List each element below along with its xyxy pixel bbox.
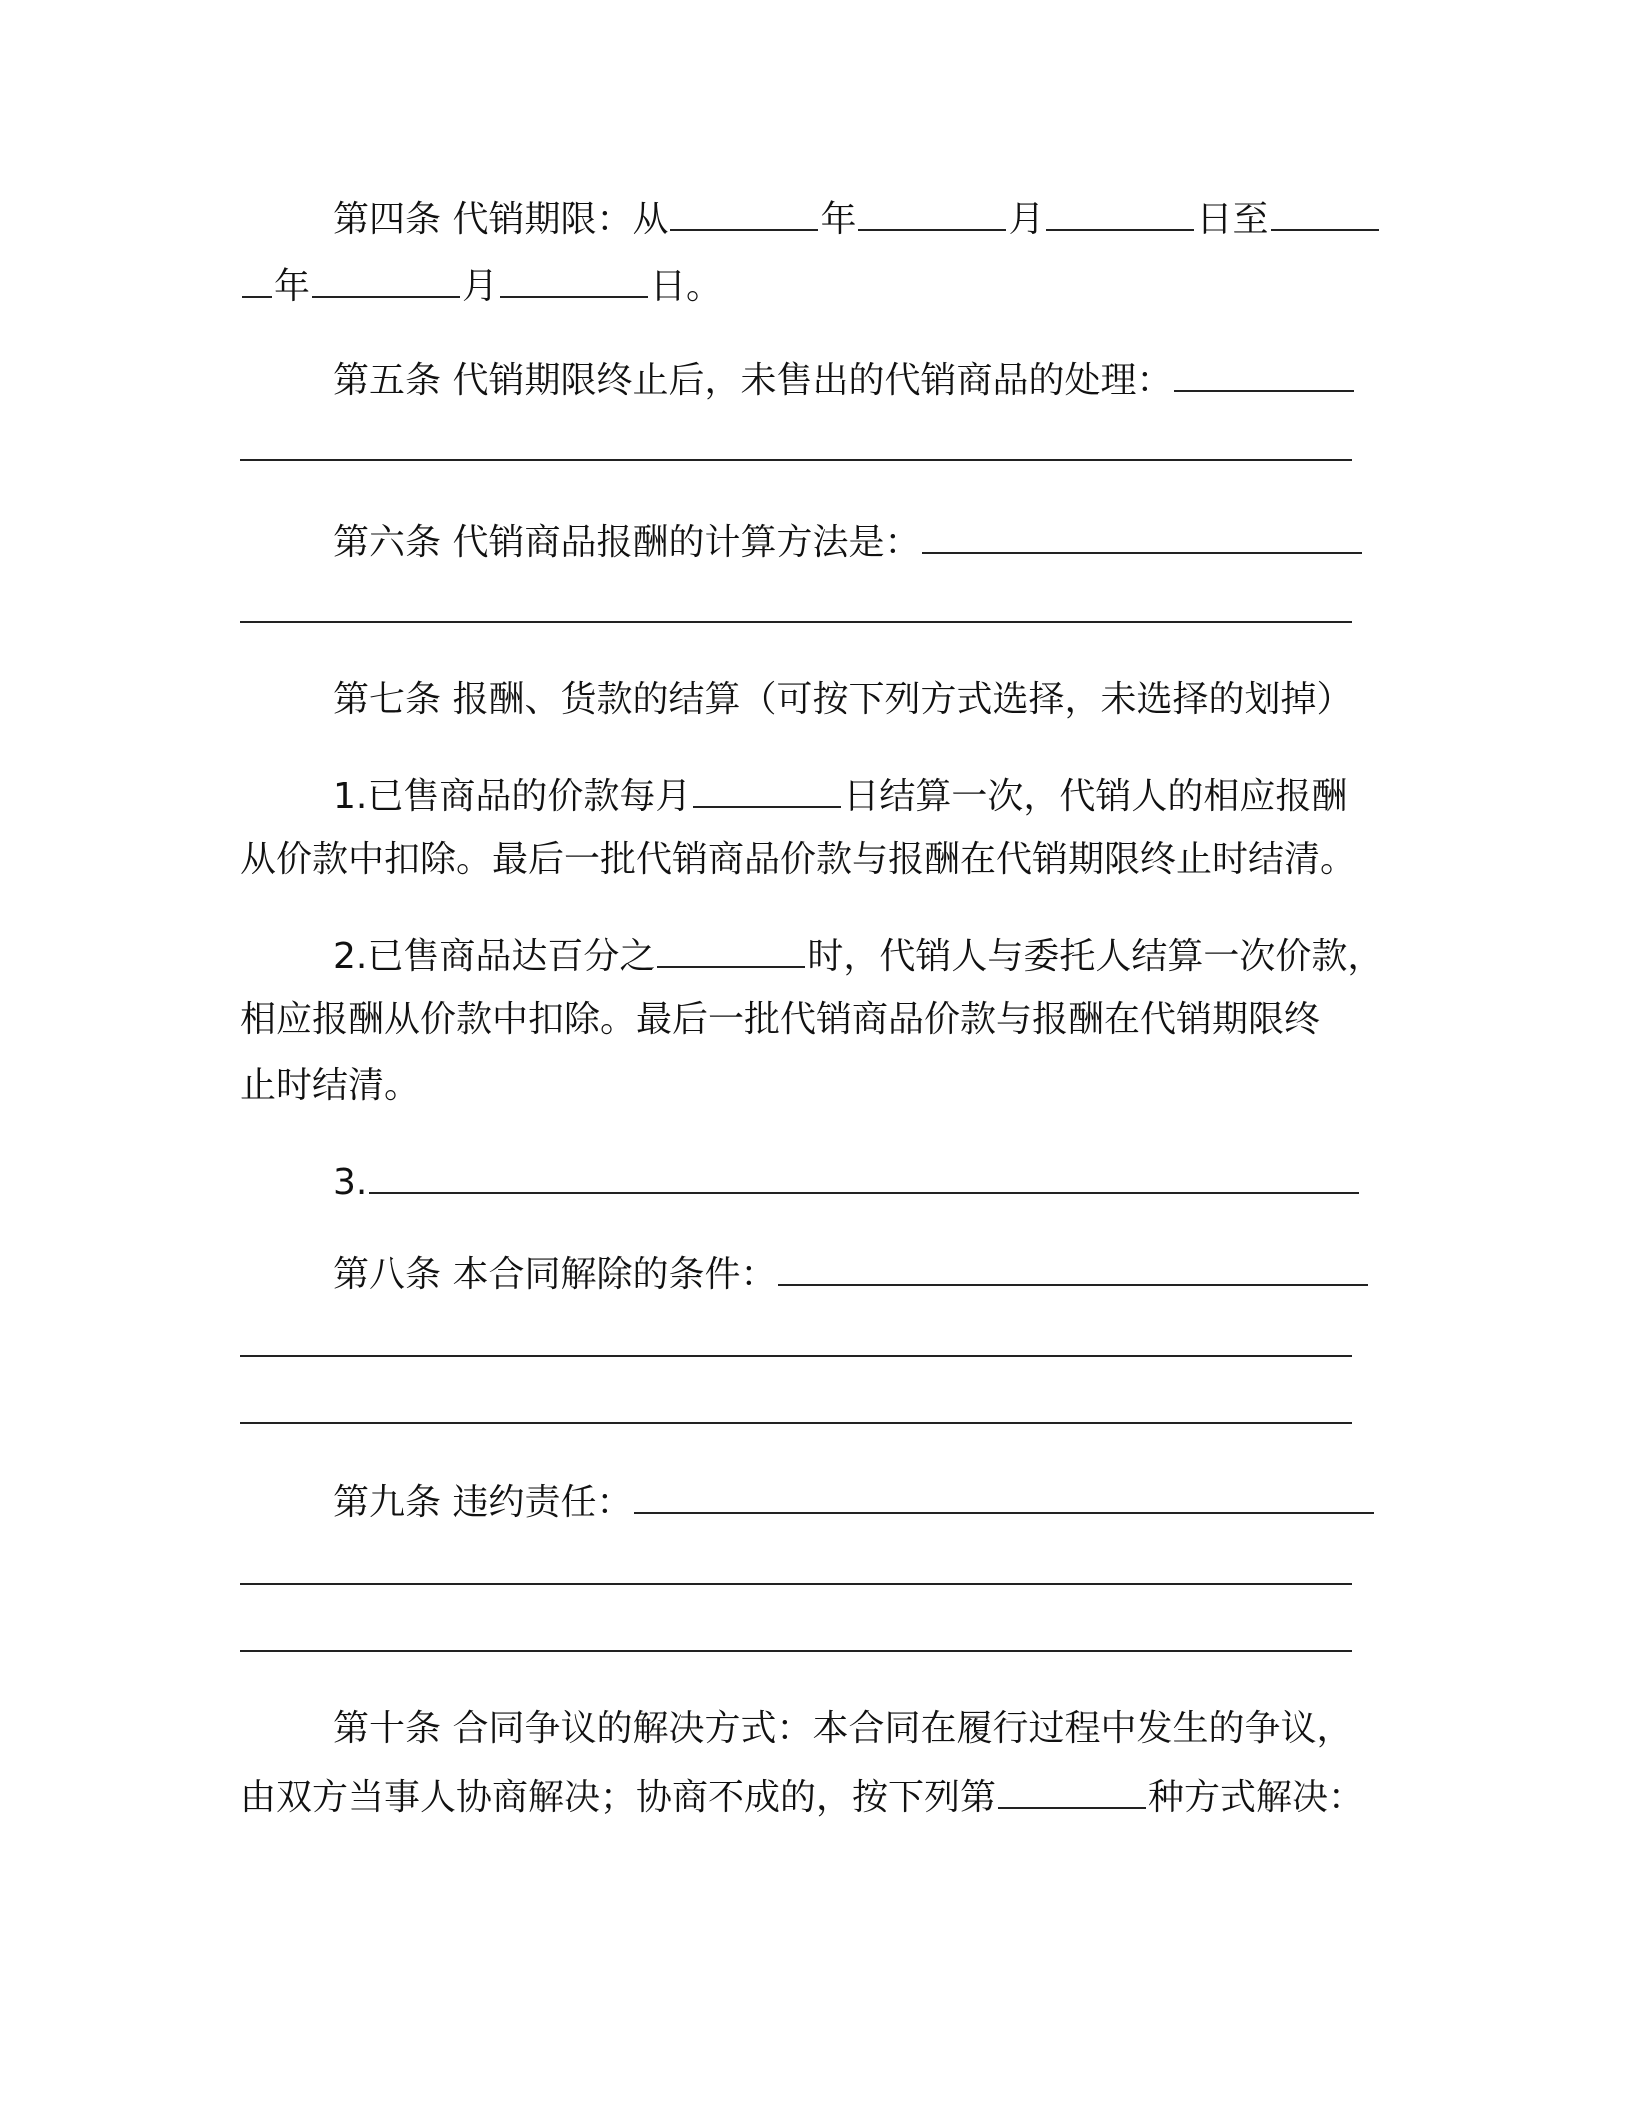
article-10-line-1: 第十条 合同争议的解决方式：本合同在履行过程中发生的争议， bbox=[333, 1708, 1353, 1749]
article-9-line bbox=[333, 1468, 1376, 1532]
article-8-text: 第八条 本合同解除的条件： bbox=[333, 1254, 777, 1295]
article-4-line-1: 第四条 代销期限：从 年 月 日至 bbox=[333, 185, 1381, 249]
blank-end-year-part2[interactable] bbox=[242, 252, 272, 298]
blank-percentage[interactable] bbox=[657, 922, 805, 968]
blank-end-year-part1[interactable] bbox=[1271, 185, 1379, 231]
article-5-line bbox=[333, 346, 1356, 410]
article-7-item-3: 3. bbox=[333, 1148, 1361, 1212]
article-5-text: 第五条 代销期限终止后，未售出的代销商品的处理： bbox=[333, 360, 1173, 401]
article-7-item-2-line-1: 2.已售商品达百分之 时，代销人与委托人结算一次价款， bbox=[333, 922, 1383, 986]
article-6-line bbox=[333, 508, 1364, 572]
blank-item-3[interactable] bbox=[369, 1148, 1359, 1194]
blank-article-6-rule[interactable] bbox=[240, 621, 1352, 623]
blank-dispute-method[interactable] bbox=[998, 1763, 1146, 1809]
blank-start-month[interactable] bbox=[858, 185, 1006, 231]
blank-article-8-rule-2[interactable] bbox=[240, 1422, 1352, 1424]
blank-settlement-day[interactable] bbox=[693, 762, 841, 808]
article-7-item-1-line-1: 1.已售商品的价款每月 日结算一次，代销人的相应报酬 bbox=[333, 762, 1347, 826]
article-7-item-1-line-2: 从价款中扣除。最后一批代销商品价款与报酬在代销期限终止时结清。 bbox=[240, 839, 1357, 880]
blank-article-9-rule-2[interactable] bbox=[240, 1650, 1352, 1652]
blank-article-8-rule-1[interactable] bbox=[240, 1355, 1352, 1357]
article-7-item-2-line-2: 相应报酬从价款中扣除。最后一批代销商品价款与报酬在代销期限终 bbox=[240, 999, 1321, 1040]
blank-start-year[interactable] bbox=[670, 185, 818, 231]
blank-article-8[interactable] bbox=[778, 1240, 1368, 1286]
article-6-text: 第六条 代销商品报酬的计算方法是： bbox=[333, 522, 921, 563]
blank-article-9-rule-1[interactable] bbox=[240, 1583, 1352, 1585]
blank-end-month[interactable] bbox=[312, 252, 460, 298]
blank-end-day[interactable] bbox=[500, 252, 648, 298]
blank-article-5-rule[interactable] bbox=[240, 459, 1352, 461]
article-7-heading: 第七条 报酬、货款的结算（可按下列方式选择，未选择的划掉） bbox=[333, 679, 1353, 720]
article-4-label: 第四条 代销期限：从 bbox=[333, 199, 669, 240]
article-8-line bbox=[333, 1240, 1370, 1304]
blank-article-6[interactable] bbox=[922, 508, 1362, 554]
blank-start-day[interactable] bbox=[1046, 185, 1194, 231]
blank-article-9[interactable] bbox=[634, 1468, 1374, 1514]
article-9-text: 第九条 违约责任： bbox=[333, 1482, 633, 1523]
article-4-line-2: 年 月 日。 bbox=[240, 252, 722, 316]
article-7-item-2-line-3: 止时结清。 bbox=[240, 1065, 421, 1106]
blank-article-5[interactable] bbox=[1174, 346, 1354, 392]
article-10-line-2: 由双方当事人协商解决；协商不成的，按下列第 种方式解决： bbox=[240, 1763, 1364, 1827]
